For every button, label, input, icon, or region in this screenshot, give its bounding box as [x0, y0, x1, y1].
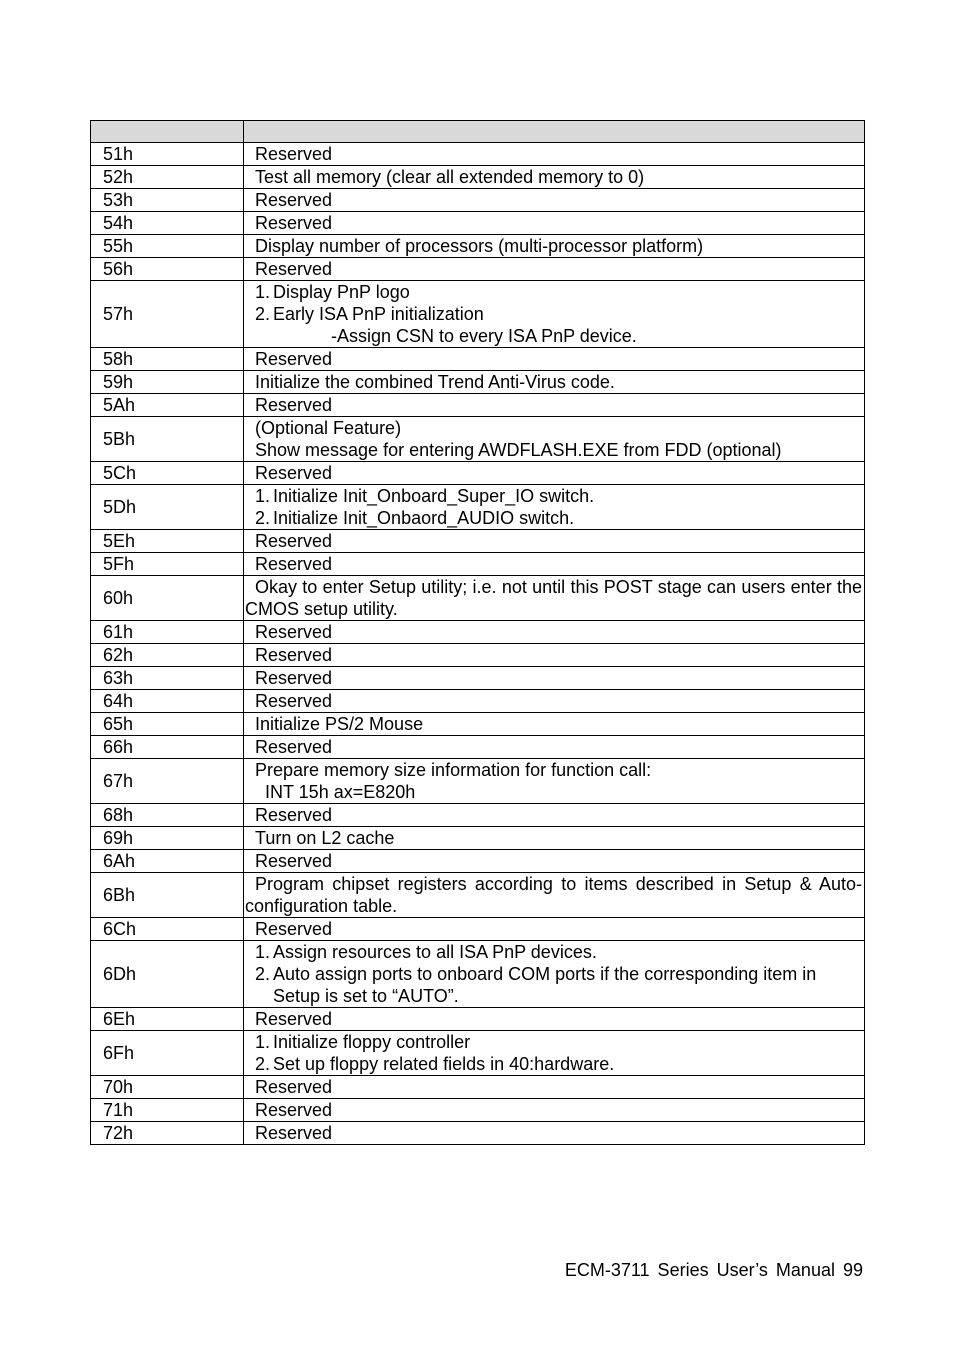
post-code-cell: 5Eh	[91, 530, 244, 553]
description-line: Reserved	[255, 190, 333, 210]
description-cell	[244, 348, 865, 371]
description-cell	[244, 576, 865, 621]
table-row	[91, 667, 865, 690]
item-number: 1.	[255, 486, 271, 506]
post-code-cell: 65h	[91, 713, 244, 736]
numbered-item	[255, 963, 862, 1007]
description-cell	[244, 1099, 865, 1122]
description-cell	[244, 850, 865, 873]
table-row	[91, 804, 865, 827]
table-row	[91, 348, 865, 371]
description-cell	[244, 690, 865, 713]
item-text: Initialize Init_Onboard_Super_IO switch.	[273, 486, 595, 506]
description-cell	[244, 667, 865, 690]
description-cell	[244, 394, 865, 417]
table-row	[91, 394, 865, 417]
description-cell	[244, 530, 865, 553]
description-line: Reserved	[255, 737, 333, 757]
description-line: Reserved	[255, 1123, 333, 1143]
post-code-cell: 66h	[91, 736, 244, 759]
post-code-cell: 72h	[91, 1122, 244, 1145]
post-code-table	[90, 120, 865, 1145]
post-code-cell: 64h	[91, 690, 244, 713]
table-row	[91, 281, 865, 348]
numbered-item	[255, 1053, 862, 1075]
table-row	[91, 371, 865, 394]
table-row	[91, 850, 865, 873]
table-row	[91, 736, 865, 759]
post-code-cell: 54h	[91, 212, 244, 235]
table-row	[91, 417, 865, 462]
description-cell	[244, 417, 865, 462]
description-cell	[244, 212, 865, 235]
description-line: Reserved	[255, 1100, 333, 1120]
post-code-cell: 6Ah	[91, 850, 244, 873]
description-cell	[244, 1076, 865, 1099]
item-number: 2.	[255, 1054, 271, 1074]
post-code-cell: 67h	[91, 759, 244, 804]
table-row	[91, 143, 865, 166]
table-row	[91, 189, 865, 212]
description-line: Initialize the combined Trend Anti-Virus code.	[255, 372, 615, 392]
description-cell	[244, 235, 865, 258]
item-number: 1.	[255, 942, 271, 962]
table-row	[91, 485, 865, 530]
post-code-cell: 63h	[91, 667, 244, 690]
item-text: Initialize Init_Onbaord_AUDIO switch.	[273, 508, 575, 528]
description-line: Reserved	[255, 1077, 333, 1097]
description-cell	[244, 281, 865, 348]
page-footer: ECM-3711 Series User’s Manual 99	[564, 1260, 863, 1280]
post-code-cell: 70h	[91, 1076, 244, 1099]
description-cell	[244, 827, 865, 850]
post-code-cell: 51h	[91, 143, 244, 166]
description-line: Reserved	[255, 919, 333, 939]
post-code-cell: 6Eh	[91, 1008, 244, 1031]
description-line: Initialize PS/2 Mouse	[255, 714, 424, 734]
post-code-cell: 62h	[91, 644, 244, 667]
post-code-cell: 5Fh	[91, 553, 244, 576]
item-number: 2.	[255, 964, 271, 984]
description-line: Test all memory (clear all extended memory to 0)	[255, 167, 645, 187]
description-cell	[244, 621, 865, 644]
description-line: Reserved	[255, 851, 333, 871]
post-code-cell: 58h	[91, 348, 244, 371]
description-line: Reserved	[255, 144, 333, 164]
description-line: Reserved	[255, 805, 333, 825]
description-paragraph: Program chipset registers according to items described in Setup & Auto-configuration table.	[245, 874, 862, 916]
item-text: Early ISA PnP initialization	[273, 304, 484, 324]
item-number: 1.	[255, 282, 271, 302]
description-cell	[244, 1008, 865, 1031]
description-cell	[244, 485, 865, 530]
post-code-cell: 71h	[91, 1099, 244, 1122]
table-row	[91, 553, 865, 576]
numbered-item	[255, 281, 862, 303]
table-row	[91, 690, 865, 713]
description-line: Prepare memory size information for function call:	[255, 760, 652, 780]
description-line: Reserved	[255, 1009, 333, 1029]
description-cell	[244, 1122, 865, 1145]
description-line: Reserved	[255, 349, 333, 369]
description-cell	[244, 804, 865, 827]
description-cell	[244, 918, 865, 941]
table-row	[91, 235, 865, 258]
table-row	[91, 713, 865, 736]
table-row	[91, 258, 865, 281]
table-body	[91, 143, 865, 1145]
table-row	[91, 1008, 865, 1031]
description-line: Turn on L2 cache	[255, 828, 395, 848]
table-row	[91, 576, 865, 621]
item-text: Auto assign ports to onboard COM ports if the corresponding item in Setup is set to “AUTO”.	[273, 964, 817, 1006]
post-code-cell: 5Dh	[91, 485, 244, 530]
post-code-cell: 6Fh	[91, 1031, 244, 1076]
description-cell	[244, 941, 865, 1008]
numbered-item	[255, 507, 862, 529]
post-code-cell: 6Ch	[91, 918, 244, 941]
description-cell	[244, 644, 865, 667]
table-row	[91, 462, 865, 485]
table-row	[91, 530, 865, 553]
description-line: Reserved	[255, 554, 333, 574]
item-number: 2.	[255, 508, 271, 528]
table-row	[91, 759, 865, 804]
post-code-cell: 57h	[91, 281, 244, 348]
numbered-item	[255, 941, 862, 963]
post-code-cell: 69h	[91, 827, 244, 850]
description-cell	[244, 166, 865, 189]
interrupt-call-line: INT 15h ax=E820h	[265, 782, 416, 802]
description-cell	[244, 1031, 865, 1076]
sub-description-line: -Assign CSN to every ISA PnP device.	[331, 326, 637, 346]
description-cell	[244, 713, 865, 736]
description-cell	[244, 143, 865, 166]
table-row	[91, 873, 865, 918]
post-code-cell: 52h	[91, 166, 244, 189]
description-line: (Optional Feature)	[255, 418, 402, 438]
description-line: Reserved	[255, 622, 333, 642]
description-paragraph: Okay to enter Setup utility; i.e. not until this POST stage can users enter the CMOS setup utility.	[245, 577, 862, 619]
table-row	[91, 1099, 865, 1122]
post-code-cell: 61h	[91, 621, 244, 644]
post-code-cell: 68h	[91, 804, 244, 827]
table-row	[91, 644, 865, 667]
description-cell	[244, 736, 865, 759]
header-cell-code	[91, 121, 244, 143]
post-code-cell: 5Ch	[91, 462, 244, 485]
table-row	[91, 621, 865, 644]
description-cell	[244, 371, 865, 394]
post-code-cell: 6Dh	[91, 941, 244, 1008]
post-code-cell: 56h	[91, 258, 244, 281]
numbered-item	[255, 303, 862, 325]
description-line: Reserved	[255, 668, 333, 688]
item-text: Assign resources to all ISA PnP devices.	[273, 942, 597, 962]
post-code-cell: 55h	[91, 235, 244, 258]
description-cell	[244, 553, 865, 576]
numbered-item	[255, 1031, 862, 1053]
post-code-cell: 5Bh	[91, 417, 244, 462]
table-row	[91, 212, 865, 235]
description-line: Reserved	[255, 531, 333, 551]
numbered-item	[255, 485, 862, 507]
description-cell	[244, 759, 865, 804]
item-text: Display PnP logo	[273, 282, 410, 302]
post-code-cell: 60h	[91, 576, 244, 621]
item-number: 1.	[255, 1032, 271, 1052]
description-line: Show message for entering AWDFLASH.EXE from FDD (optional)	[255, 440, 782, 460]
table-row	[91, 918, 865, 941]
description-cell	[244, 462, 865, 485]
description-line: Reserved	[255, 463, 333, 483]
post-code-cell: 59h	[91, 371, 244, 394]
description-line: Reserved	[255, 259, 333, 279]
post-code-cell: 53h	[91, 189, 244, 212]
item-number: 2.	[255, 304, 271, 324]
table-header-row	[91, 121, 865, 143]
post-code-cell: 6Bh	[91, 873, 244, 918]
table-row	[91, 1122, 865, 1145]
description-line: Reserved	[255, 395, 333, 415]
description-cell	[244, 189, 865, 212]
description-line: Reserved	[255, 645, 333, 665]
table-row	[91, 1031, 865, 1076]
table-row	[91, 166, 865, 189]
item-text: Set up floppy related fields in 40:hardware.	[273, 1054, 615, 1074]
description-cell	[244, 873, 865, 918]
table-row	[91, 1076, 865, 1099]
header-cell-description	[244, 121, 865, 143]
post-code-cell: 5Ah	[91, 394, 244, 417]
description-line: Reserved	[255, 691, 333, 711]
description-line: Display number of processors (multi-processor platform)	[255, 236, 704, 256]
table-row	[91, 827, 865, 850]
item-text: Initialize floppy controller	[273, 1032, 471, 1052]
description-line: Reserved	[255, 213, 333, 233]
table-row	[91, 941, 865, 1008]
description-cell	[244, 258, 865, 281]
